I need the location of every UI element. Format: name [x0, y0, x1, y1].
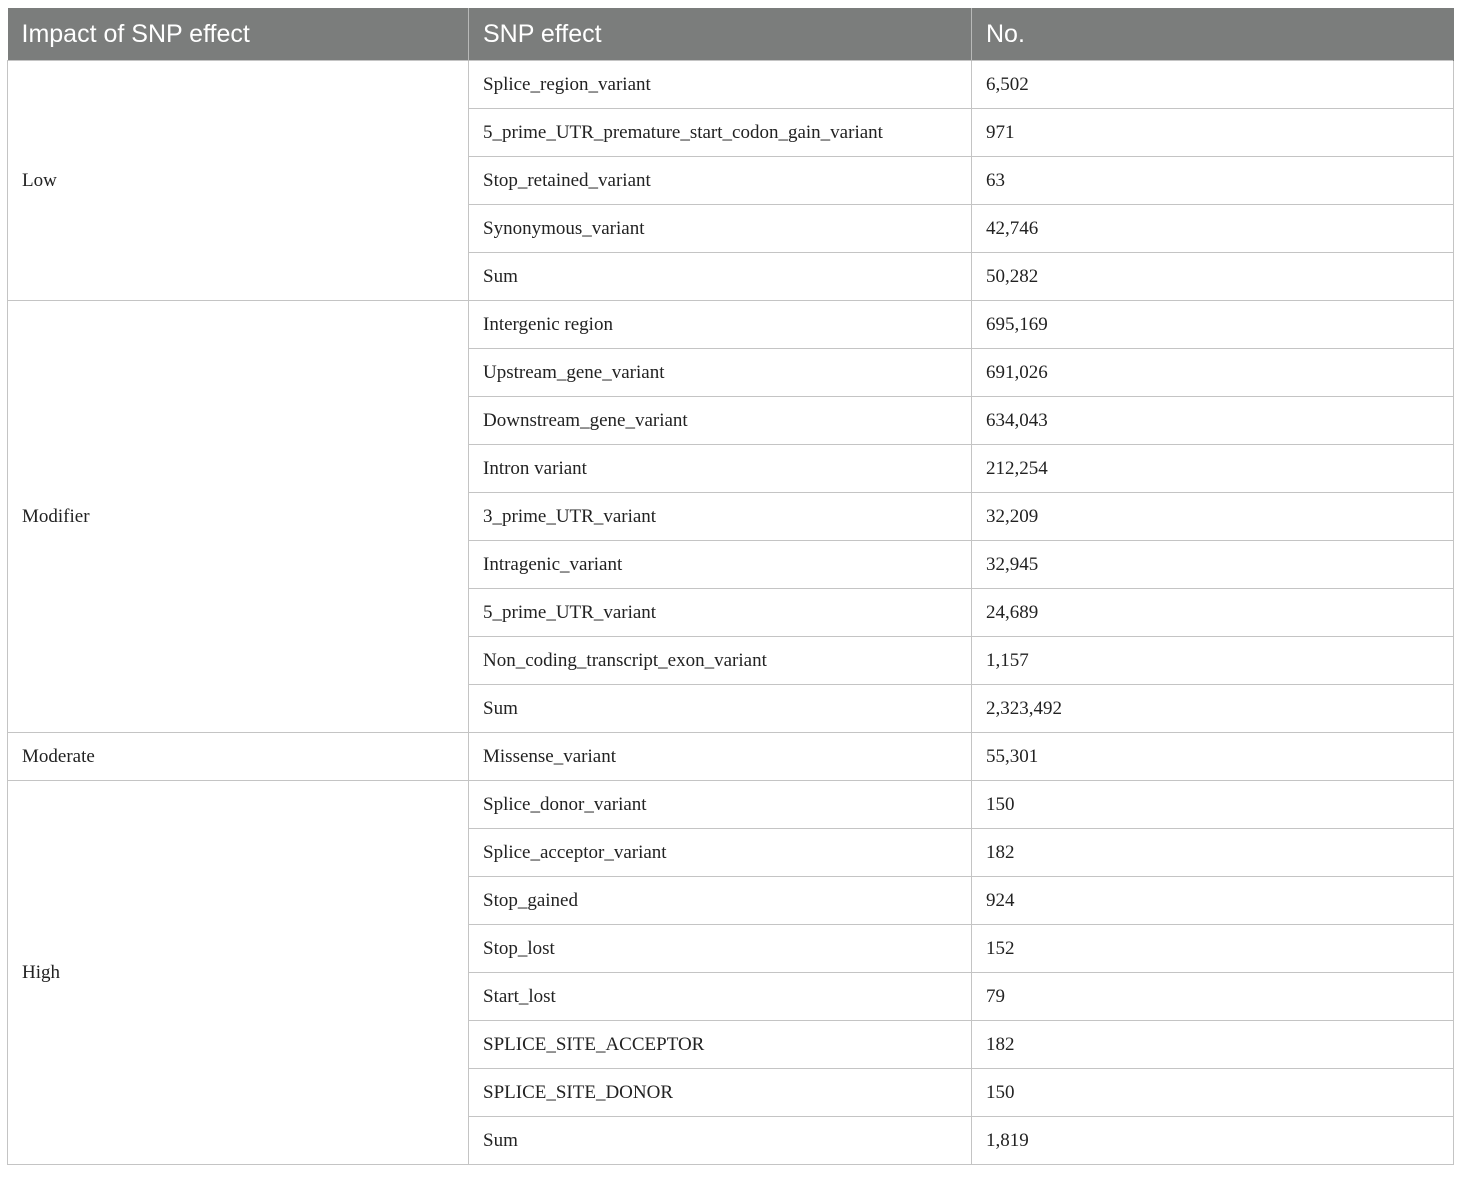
table-header [8, 9, 1454, 61]
table-row [8, 301, 1454, 349]
count-cell: 32,209 [972, 493, 1454, 541]
snp-effect-cell: SPLICE_SITE_ACCEPTOR [469, 1021, 972, 1069]
snp-effect-cell: Missense_variant [469, 733, 972, 781]
snp-effect-cell: Non_coding_transcript_exon_variant [469, 637, 972, 685]
snp-effect-cell: Downstream_gene_variant [469, 397, 972, 445]
impact-cell: Low [8, 61, 469, 301]
header-impact: Impact of SNP effect [8, 9, 469, 61]
count-cell: 79 [972, 973, 1454, 1021]
impact-cell: Moderate [8, 733, 469, 781]
snp-effect-cell: Stop_lost [469, 925, 972, 973]
count-cell: 152 [972, 925, 1454, 973]
count-cell: 63 [972, 157, 1454, 205]
snp-effect-cell: Intragenic_variant [469, 541, 972, 589]
table-row [8, 733, 1454, 781]
count-cell: 1,819 [972, 1117, 1454, 1165]
count-cell: 24,689 [972, 589, 1454, 637]
snp-effect-cell: Start_lost [469, 973, 972, 1021]
count-cell: 55,301 [972, 733, 1454, 781]
snp-effect-cell: Splice_region_variant [469, 61, 972, 109]
count-cell: 924 [972, 877, 1454, 925]
table-row [8, 781, 1454, 829]
header-row [8, 9, 1454, 61]
snp-effect-cell: 5_prime_UTR_premature_start_codon_gain_variant [469, 109, 972, 157]
snp-effect-cell: Stop_gained [469, 877, 972, 925]
count-cell: 150 [972, 781, 1454, 829]
snp-effect-cell: Sum [469, 1117, 972, 1165]
table-body [8, 61, 1454, 1165]
snp-effect-cell: Synonymous_variant [469, 205, 972, 253]
impact-cell: High [8, 781, 469, 1165]
count-cell: 634,043 [972, 397, 1454, 445]
snp-effect-table [7, 8, 1454, 1165]
snp-effect-cell: Intron variant [469, 445, 972, 493]
header-count: No. [972, 9, 1454, 61]
count-cell: 182 [972, 829, 1454, 877]
count-cell: 150 [972, 1069, 1454, 1117]
count-cell: 695,169 [972, 301, 1454, 349]
count-cell: 182 [972, 1021, 1454, 1069]
count-cell: 971 [972, 109, 1454, 157]
count-cell: 42,746 [972, 205, 1454, 253]
snp-effect-cell: Stop_retained_variant [469, 157, 972, 205]
snp-effect-cell: Intergenic region [469, 301, 972, 349]
count-cell: 50,282 [972, 253, 1454, 301]
snp-effect-cell: Sum [469, 685, 972, 733]
count-cell: 2,323,492 [972, 685, 1454, 733]
snp-effect-cell: Splice_donor_variant [469, 781, 972, 829]
snp-effect-cell: Upstream_gene_variant [469, 349, 972, 397]
snp-effect-cell: Splice_acceptor_variant [469, 829, 972, 877]
count-cell: 1,157 [972, 637, 1454, 685]
snp-effect-cell: 3_prime_UTR_variant [469, 493, 972, 541]
count-cell: 32,945 [972, 541, 1454, 589]
snp-effect-cell: SPLICE_SITE_DONOR [469, 1069, 972, 1117]
table-row [8, 61, 1454, 109]
count-cell: 212,254 [972, 445, 1454, 493]
snp-effect-cell: Sum [469, 253, 972, 301]
count-cell: 6,502 [972, 61, 1454, 109]
impact-cell: Modifier [8, 301, 469, 733]
header-snp-effect: SNP effect [469, 9, 972, 61]
snp-effect-cell: 5_prime_UTR_variant [469, 589, 972, 637]
count-cell: 691,026 [972, 349, 1454, 397]
